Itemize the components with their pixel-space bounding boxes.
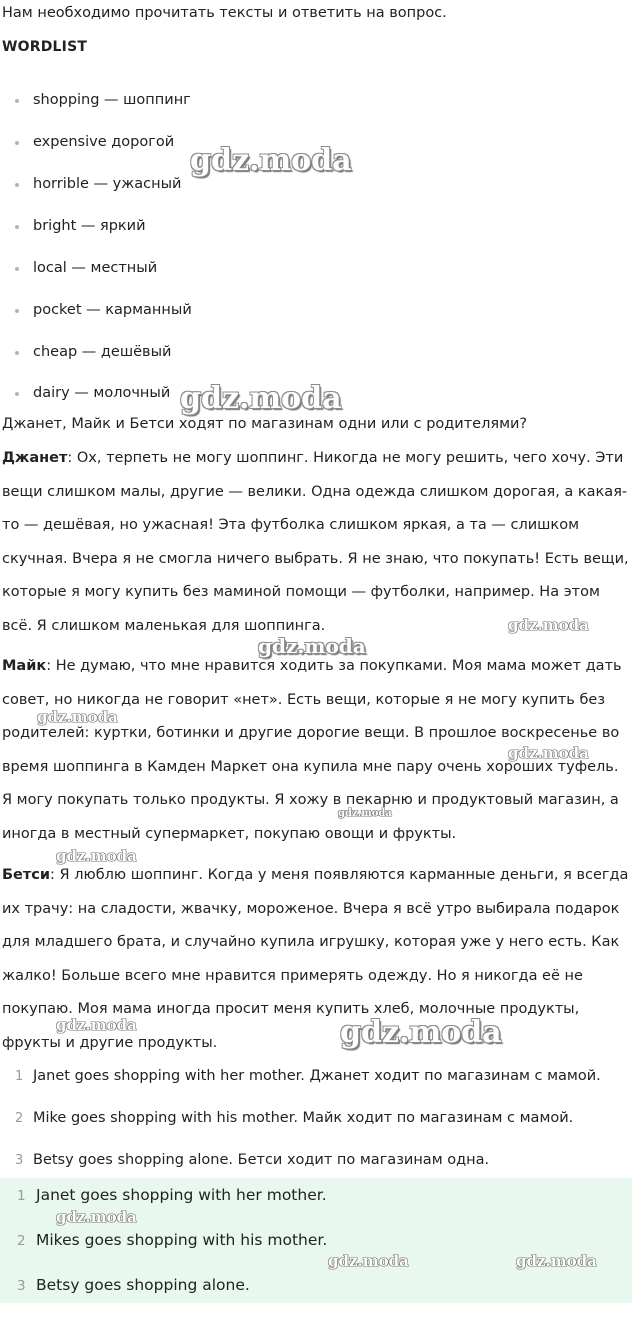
bullet-icon [15,183,19,187]
answer-text: Janet goes shopping with her mother. Джанет ходит по магазинам с мамой. [33,1068,601,1084]
wordlist-item-text: horrible — ужасный [33,176,182,192]
bullet-icon [15,351,19,355]
bullet-icon [15,267,19,271]
wordlist-item-text: pocket — карманный [33,302,192,318]
paragraph-text: : Я люблю шоппинг. Когда у меня появляются карманные деньги, я всегда их трачу: на сладости, жвачку, мороженое. Вчера я всё утро выбирала подарок для младшего брата, и случайно купила игрушку, которая уже у него есть. Как жалко! Больше всего мне нравится примерять одежду. Но я никогда её не покупаю. Моя мама иногда просит меня купить хлеб, молочные продукты, фрукты и другие продукты. [2,867,629,1051]
answer-text: Betsy goes shopping alone. [36,1276,250,1294]
bullet-icon [15,309,19,313]
answer-number: 2 [15,1111,24,1126]
answer-number: 3 [17,1278,26,1294]
answer-block [0,1178,632,1303]
answer-text: Betsy goes shopping alone. Бетси ходит по магазинам одна. [33,1152,490,1168]
answer-number: 3 [15,1153,24,1168]
paragraph-text: : Ох, терпеть не могу шоппинг. Никогда не могу решить, чего хочу. Эти вещи слишком малы, другие — велики. Одна одежда слишком дорогая, а какая-то — дешёвая, но ужасная! Эта футболка слишком яркая, а та — слишком скучная. Вчера я не смогла ничего выбрать. Я не знаю, что покупать! Есть вещи, которые я могу купить без маминой помощи — футболки, например. На этом всё. Я слишком маленькая для шоппинга. [2,450,629,634]
watermark: gdz.moda [37,708,118,726]
speaker-name: Бетси [2,867,51,883]
watermark: gdz.moda [508,616,589,634]
watermark: gdz.moda [258,634,366,658]
paragraph-text: : Не думаю, что мне нравится ходить за покупками. Моя мама может дать совет, но никогда не говорит «нет». Есть вещи, которые я не могу купить без родителей: куртки, ботинки и другие дорогие вещи. В прошлое воскресенье во время шоппинга в Камден Маркет она купила мне пару очень хороших туфель. Я могу покупать только продукты. Я хожу в пекарню и продуктовый магазин, а иногда в местный супермаркет, покупаю овощи и фрукты. [2,658,622,842]
wordlist-item-text: bright — яркий [33,218,146,234]
wordlist-item-text: shopping — шоппинг [33,92,191,108]
answer-number: 1 [15,1069,24,1084]
watermark: gdz.moda [190,143,352,178]
watermark: gdz.moda [508,744,589,762]
answer-text: Mike goes shopping with his mother. Майк ходит по магазинам с мамой. [33,1110,574,1126]
bullet-icon [15,392,19,396]
paragraph-janet [2,442,632,643]
watermark: gdz.moda [56,1208,137,1226]
watermark: gdz.moda [180,381,342,416]
bullet-icon [15,99,19,103]
watermark: gdz.moda [516,1252,597,1270]
answer-number: 1 [17,1188,26,1204]
intro-text: Нам необходимо прочитать тексты и ответить на вопрос. [2,5,447,21]
answer-text: Janet goes shopping with her mother. [36,1186,327,1204]
bullet-icon [15,225,19,229]
wordlist-title: WORDLIST [2,39,88,55]
wordlist-item-text: local — местный [33,260,158,276]
speaker-name: Джанет [2,450,68,466]
speaker-name: Майк [2,658,47,674]
watermark: gdz.moda [328,1252,409,1270]
watermark: gdz.moda [56,847,137,865]
wordlist-item-text: expensive дорогой [33,134,175,150]
bullet-icon [15,141,19,145]
watermark: gdz.moda [338,808,392,819]
answer-number: 2 [17,1233,26,1249]
wordlist-item-text: cheap — дешёвый [33,344,172,360]
answer-text: Mikes goes shopping with his mother. [36,1231,328,1249]
question-text: Джанет, Майк и Бетси ходят по магазинам одни или с родителями? [2,416,528,432]
wordlist-item-text: dairy — молочный [33,385,171,401]
watermark: gdz.moda [340,1015,502,1050]
watermark: gdz.moda [56,1016,137,1034]
